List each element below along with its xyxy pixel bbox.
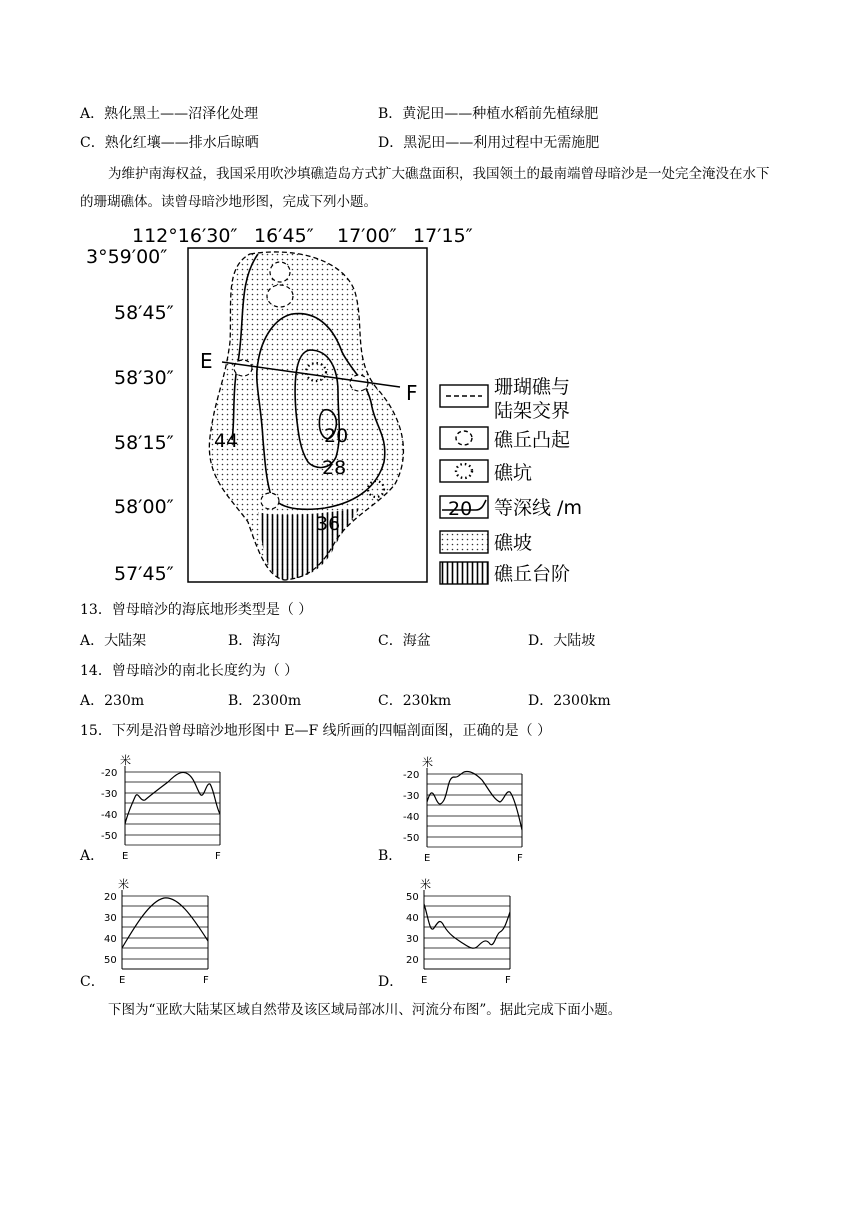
x-end-label: F <box>203 975 209 986</box>
y-tick: -30 <box>101 789 118 800</box>
lon-label: 17′15″ <box>413 225 473 247</box>
y-tick: 30 <box>104 913 117 924</box>
x-start-label: E <box>119 975 126 986</box>
profile-chart-c <box>100 876 230 988</box>
contour-label: 36 <box>316 513 341 535</box>
point-e-label: E <box>200 349 213 373</box>
x-start-label: E <box>421 975 428 986</box>
dot-pattern-icon <box>440 531 488 553</box>
legend-label: 礁丘台阶 <box>494 563 571 585</box>
profile-chart-a <box>100 752 230 864</box>
contour-label: 28 <box>322 457 347 479</box>
prev-option-b: B．黄泥田——种植水稻前先植绿肥 <box>378 106 599 122</box>
y-tick: 30 <box>406 934 419 945</box>
legend-label: 礁坑 <box>494 462 533 484</box>
lon-label: 16′45″ <box>254 225 314 247</box>
lon-label: 17′00″ <box>337 225 397 247</box>
lat-label: 58′00″ <box>114 496 174 518</box>
legend-label: 等深线 /m <box>494 497 582 519</box>
reef-mound-icon <box>267 285 293 307</box>
profile-b-letter: B． <box>378 848 403 864</box>
y-tick: -20 <box>101 768 118 779</box>
lat-label: 3°59′00″ <box>86 246 168 268</box>
legend-label: 礁丘凸起 <box>494 429 571 451</box>
point-f-label: F <box>406 381 418 405</box>
vertical-hatch-icon <box>440 562 488 584</box>
y-unit: 米 <box>422 756 433 769</box>
reef-mound-icon <box>270 262 290 282</box>
profile-curve-b <box>427 771 522 830</box>
lat-label: 57′45″ <box>114 563 174 585</box>
y-unit: 米 <box>420 878 431 891</box>
y-tick: 50 <box>104 955 117 966</box>
q13-option-c: C．海盆 <box>378 633 431 649</box>
intro-paragraph: 为维护南海权益，我国采用吹沙填礁造岛方式扩大礁盘面积，我国领土的最南端曾母暗沙是一处完全淹没在水下的珊瑚礁体。读曾母暗沙地形图，完成下列小题。 <box>80 166 770 210</box>
profile-c-letter: C． <box>80 974 105 990</box>
y-tick: 20 <box>406 955 419 966</box>
x-start-label: E <box>424 853 431 864</box>
legend-label: 珊瑚礁与 <box>494 376 571 398</box>
lat-label: 58′30″ <box>114 367 174 389</box>
contour-label: 20 <box>324 425 349 447</box>
question-14-stem: 14．曾母暗沙的南北长度约为（ ） <box>80 663 299 679</box>
x-end-label: F <box>215 851 221 862</box>
y-tick: 50 <box>406 892 419 903</box>
q14-option-c: C．230km <box>378 693 452 709</box>
lat-label: 58′15″ <box>114 432 174 454</box>
reef-mound-icon <box>261 493 279 509</box>
x-start-label: E <box>122 851 129 862</box>
reef-mound-icon <box>350 375 368 391</box>
q14-option-a: A．230m <box>80 693 145 709</box>
y-tick: 20 <box>104 892 117 903</box>
profile-chart-b <box>402 752 532 864</box>
y-tick: -40 <box>403 812 420 823</box>
question-15-stem: 15．下列是沿曾母暗沙地形图中 E—F 线所画的四幅剖面图，正确的是（ ） <box>80 723 552 739</box>
x-end-label: F <box>517 853 523 864</box>
y-tick: 40 <box>104 934 117 945</box>
y-tick: -50 <box>403 833 420 844</box>
q13-option-b: B．海沟 <box>228 633 281 649</box>
y-unit: 米 <box>120 754 131 767</box>
q13-option-d: D．大陆坡 <box>528 633 596 649</box>
y-unit: 米 <box>118 878 129 891</box>
profile-a-letter: A． <box>80 848 105 864</box>
q13-option-a: A．大陆架 <box>80 633 147 649</box>
closing-paragraph: 下图为“亚欧大陆某区域自然带及该区域局部冰川、河流分布图”。据此完成下面小题。 <box>108 1002 622 1018</box>
q14-option-b: B．2300m <box>228 693 302 709</box>
question-13-stem: 13．曾母暗沙的海底地形类型是（ ） <box>80 602 313 618</box>
map-legend <box>440 376 582 585</box>
x-end-label: F <box>505 975 511 986</box>
y-tick: -20 <box>403 770 420 781</box>
legend-contour-value: 20 <box>448 498 473 520</box>
y-tick: -30 <box>403 791 420 802</box>
y-tick: -50 <box>101 831 118 842</box>
lon-label: 112°16′30″ <box>132 225 238 247</box>
profile-curve-c <box>122 898 208 948</box>
profile-d-letter: D． <box>378 974 404 990</box>
q14-option-d: D．2300km <box>528 693 611 709</box>
profile-curve-d <box>424 904 510 948</box>
reef-mound-icon <box>234 360 252 376</box>
prev-option-a: A．熟化黑土——沼泽化处理 <box>80 106 259 122</box>
zengmu-shoal-map <box>80 222 620 590</box>
profile-curve-a <box>125 772 220 824</box>
y-tick: -40 <box>101 810 118 821</box>
legend-label: 陆架交界 <box>494 400 571 422</box>
profile-chart-d <box>402 876 532 988</box>
prev-option-d: D．黑泥田——利用过程中无需施肥 <box>378 135 600 151</box>
y-tick: 40 <box>406 913 419 924</box>
lat-label: 58′45″ <box>114 302 174 324</box>
prev-option-c: C．熟化红壤——排水后晾晒 <box>80 135 259 151</box>
legend-label: 礁坡 <box>494 532 533 554</box>
contour-label: 44 <box>214 430 239 452</box>
